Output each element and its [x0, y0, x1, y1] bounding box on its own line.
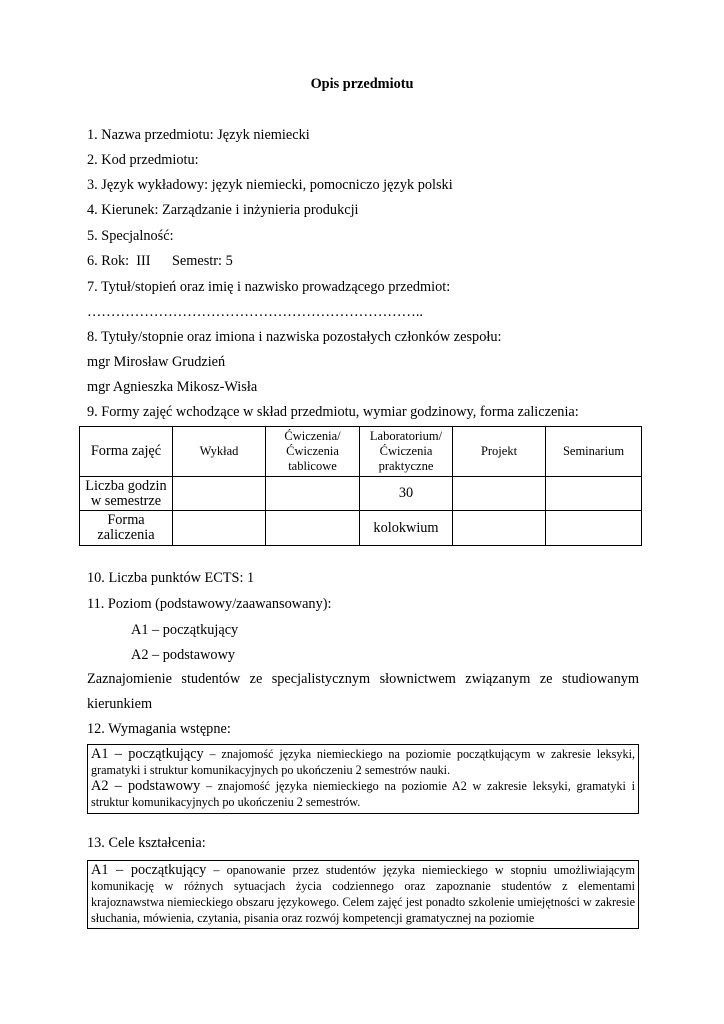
team-member-1: mgr Mirosław Grudzień	[87, 354, 226, 370]
goals-a1-text: – opanowanie przez studentów języka niemieckiego w stopniu umożliwiającym komunikację w różnych sytuacjach życia codziennego oraz zapoznanie studentów z elementami krajoznawstwa niemieckiego obszaru językowego. Celem zajęć jest ponadto szkolenie umiejętności w zakresie słuchania, mówienia, czytania, pisania oraz rozwój kompetencji gramatycznej na poziomie	[91, 863, 636, 925]
header-seminarium: Seminarium	[546, 427, 642, 477]
credit-lab-cell: kolokwium	[360, 511, 453, 546]
requirements-a2	[91, 778, 635, 810]
hours-wyklad-cell	[173, 477, 266, 511]
hours-label-l1: Liczba godzin	[85, 477, 167, 494]
header-forma: Forma zajęć	[80, 427, 173, 477]
goals-line: 13. Cele kształcenia:	[87, 835, 206, 851]
field-of-study-line: 4. Kierunek: Zarządzanie i inżynieria produkcji	[87, 202, 359, 218]
table-header-row	[80, 427, 642, 477]
document-title: Opis przedmiotu	[310, 76, 414, 92]
credit-label-l1: Forma	[107, 512, 145, 528]
level-description-1: Zaznajomienie studentów ze specjalistycznym słownictwem związanym ze studiowanym	[87, 671, 639, 687]
hours-label-l2: w semestrze	[90, 492, 162, 509]
level-a2: A2 – podstawowy	[131, 647, 236, 663]
header-lab-l2: Ćwiczenia	[379, 444, 433, 458]
class-forms-line: 9. Formy zajęć wchodzące w skład przedmiotu, wymiar godzinowy, forma zaliczenia:	[87, 404, 579, 420]
header-cwiczenia	[266, 427, 360, 477]
requirements-box	[87, 744, 639, 814]
requirements-a1-text: – znajomość języka niemieckiego na poziomie początkującym w zakresie leksyki, gramatyki i struktur komunikacyjnych po ukończeniu 2 semestrów nauki.	[91, 747, 635, 777]
credit-wyklad-cell	[173, 511, 266, 546]
credit-projekt-cell	[453, 511, 546, 546]
subject-code-line: 2. Kod przedmiotu:	[87, 152, 199, 168]
table-row-hours	[80, 477, 642, 511]
level-description-2: kierunkiem	[87, 696, 153, 712]
lecturer-dots-line: ……………………………………………………………..	[87, 304, 423, 320]
header-cwiczenia-l3: tablicowe	[288, 459, 337, 473]
header-lab-l3: praktyczne	[378, 459, 434, 473]
subject-name-line: 1. Nazwa przedmiotu: Język niemiecki	[87, 127, 310, 143]
requirements-line: 12. Wymagania wstępne:	[87, 721, 231, 737]
credit-label	[80, 511, 173, 546]
hours-seminarium-cell	[546, 477, 642, 511]
requirements-a1	[91, 746, 635, 778]
lecture-language-line: 3. Język wykładowy: język niemiecki, pomocniczo język polski	[87, 177, 453, 193]
header-lab-l1: Laboratorium/	[369, 429, 443, 443]
header-wyklad: Wykład	[173, 427, 266, 477]
team-member-2: mgr Agnieszka Mikosz-Wisła	[87, 379, 258, 395]
credit-seminarium-cell	[546, 511, 642, 546]
goals-a1	[91, 862, 635, 926]
hours-projekt-cell	[453, 477, 546, 511]
level-a1: A1 – początkujący	[131, 622, 239, 638]
lecturer-line: 7. Tytuł/stopień oraz imię i nazwisko prowadzącego przedmiot:	[87, 279, 451, 295]
header-cwiczenia-l1: Ćwiczenia/	[284, 429, 341, 443]
class-forms-table	[79, 426, 642, 546]
header-cwiczenia-l2: Ćwiczenia	[286, 444, 339, 458]
team-members-line: 8. Tytuły/stopnie oraz imiona i nazwiska pozostałych członków zespołu:	[87, 329, 502, 345]
requirements-a2-head: A2 – podstawowy	[91, 778, 201, 794]
requirements-a2-text: – znajomość języka niemieckiego na poziomie A2 w zakresie leksyki, gramatyki i struktur komunikacyjnych po ukończeniu 2 semestrów.	[91, 779, 635, 809]
specialization-line: 5. Specjalność:	[87, 228, 174, 244]
hours-label	[80, 477, 173, 511]
ects-line: 10. Liczba punktów ECTS: 1	[87, 570, 255, 586]
header-laboratorium	[360, 427, 453, 477]
goals-box	[87, 860, 639, 929]
credit-cwiczenia-cell	[266, 511, 360, 546]
table-row-credit	[80, 511, 642, 546]
hours-cwiczenia-cell	[266, 477, 360, 511]
header-projekt: Projekt	[453, 427, 546, 477]
goals-a1-head: A1 – początkujący	[91, 862, 207, 878]
credit-label-l2: zaliczenia	[97, 527, 155, 543]
level-line: 11. Poziom (podstawowy/zaawansowany):	[87, 596, 332, 612]
requirements-a1-head: A1 – początkujący	[91, 746, 204, 762]
hours-lab-cell: 30	[360, 477, 453, 511]
year-semester-line: 6. Rok: III Semestr: 5	[87, 253, 233, 269]
